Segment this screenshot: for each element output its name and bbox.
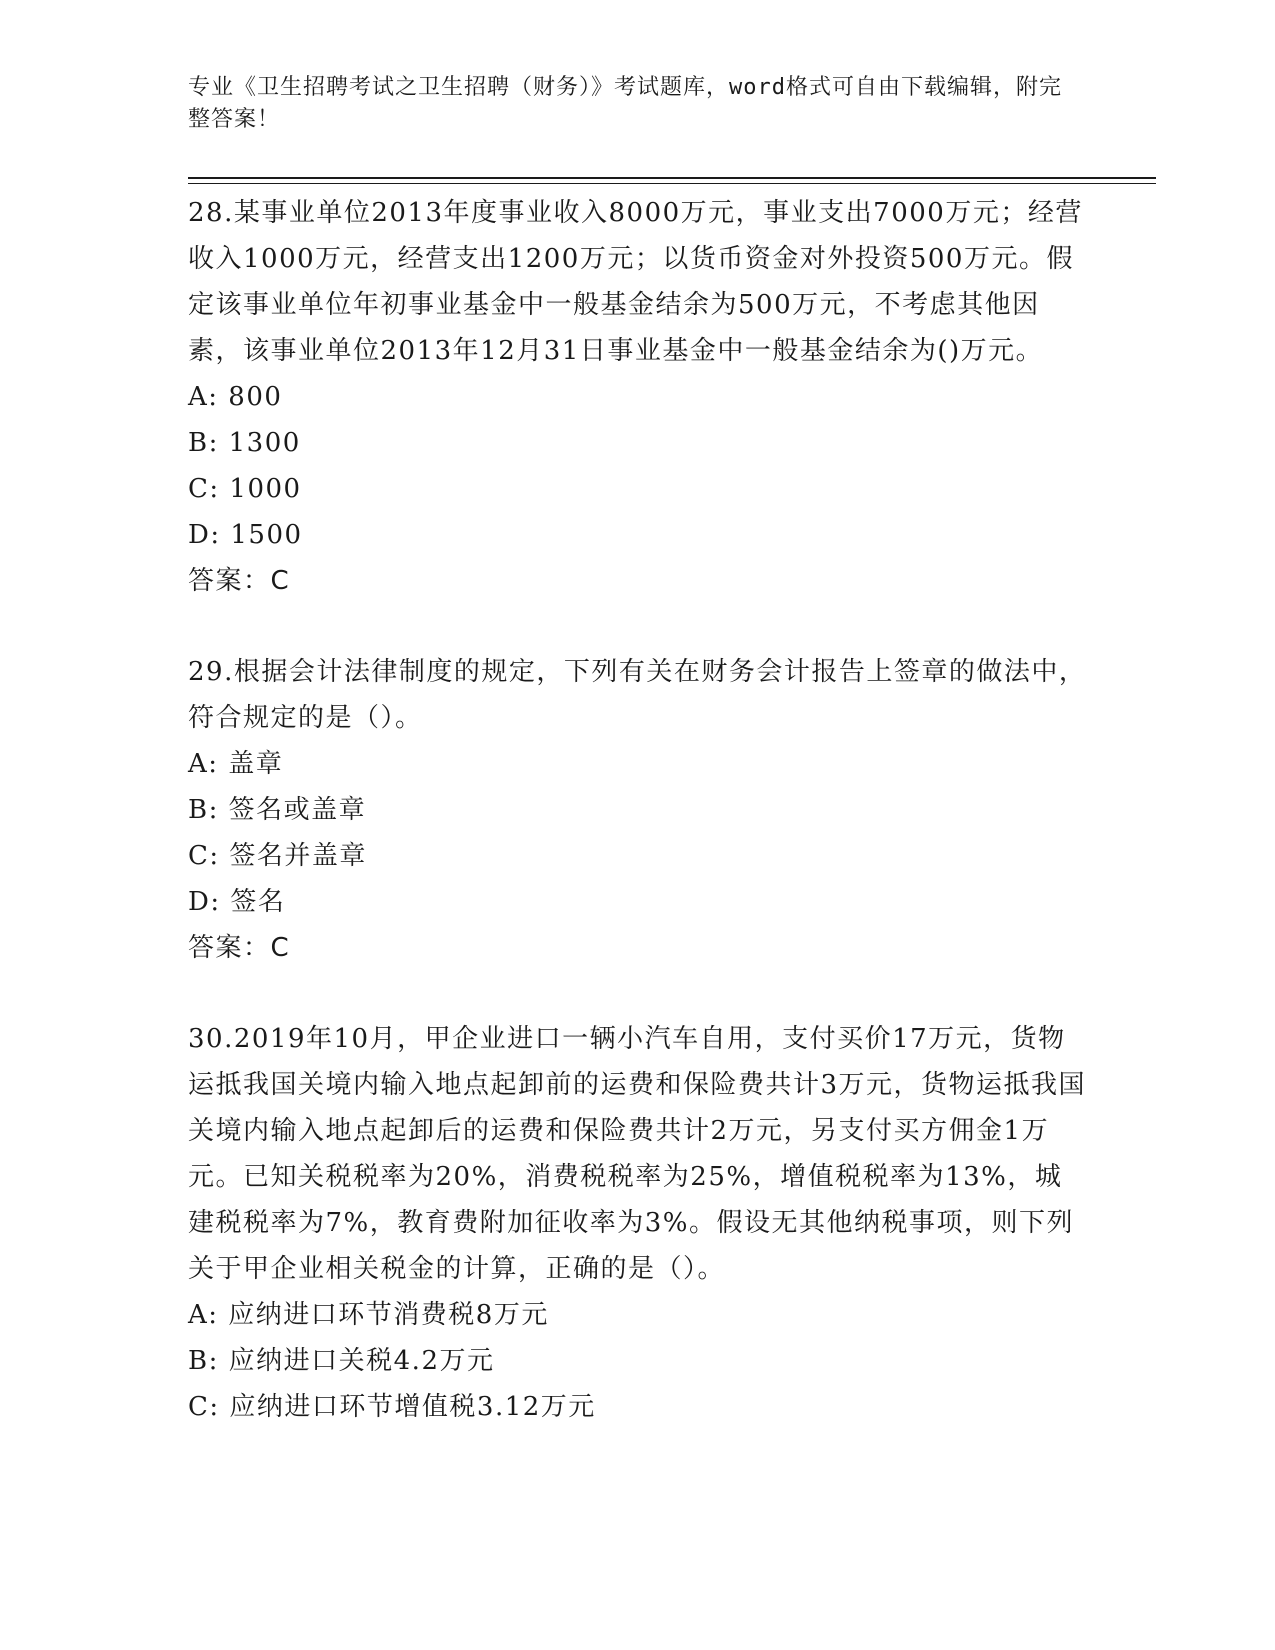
answer: 答案：C — [188, 566, 291, 596]
question-text: 28.某事业单位2013年度事业收入8000万元，事业支出7000万元；经营收入1000万元，经营支出1200万元；以货币资金对外投资500万元。假定该事业单位年初事业基金中一般基金结余为500万元，不考虑其他因素，该事业单位2013年12月31日事业基金中一般基金结余为()万元。 — [188, 198, 1083, 366]
question-30 — [188, 1016, 1088, 1430]
option-b: B: 1300 — [188, 428, 301, 458]
option-c: C: 应纳进口环节增值税3.12万元 — [188, 1392, 596, 1422]
question-gap — [188, 604, 1088, 649]
option-a: A: 800 — [188, 382, 283, 412]
option-d: D: 1500 — [188, 520, 303, 550]
question-list — [188, 190, 1088, 1430]
header-text: 专业《卫生招聘考试之卫生招聘（财务）》考试题库，word格式可自由下载编辑，附完整答案！ — [188, 75, 1062, 132]
header-divider-thin — [188, 183, 1156, 184]
option-b: B: 应纳进口关税4.2万元 — [188, 1346, 495, 1376]
header-divider-thick — [188, 177, 1156, 179]
option-b: B: 签名或盖章 — [188, 795, 367, 825]
question-text: 29.根据会计法律制度的规定，下列有关在财务会计报告上签章的做法中，符合规定的是（）。 — [188, 657, 1087, 733]
question-gap — [188, 971, 1088, 1016]
answer: 答案：C — [188, 933, 291, 963]
question-28 — [188, 190, 1088, 604]
option-a: A: 盖章 — [188, 749, 284, 779]
option-c: C: 签名并盖章 — [188, 841, 367, 871]
document-header — [188, 72, 1068, 136]
question-text: 30.2019年10月，甲企业进口一辆小汽车自用，支付买价17万元，货物运抵我国关境内输入地点起卸前的运费和保险费共计3万元，货物运抵我国关境内输入地点起卸后的运费和保险费共计2万元，另支付买方佣金1万元。已知关税税率为20%，消费税税率为25%，增值税税率为13%，城建税税率为7%，教育费附加征收率为3%。假设无其他纳税事项，则下列关于甲企业相关税金的计算，正确的是（）。 — [188, 1024, 1087, 1284]
option-d: D: 签名 — [188, 887, 286, 917]
question-29 — [188, 649, 1088, 971]
option-c: C: 1000 — [188, 474, 302, 504]
option-a: A: 应纳进口环节消费税8万元 — [188, 1300, 549, 1330]
